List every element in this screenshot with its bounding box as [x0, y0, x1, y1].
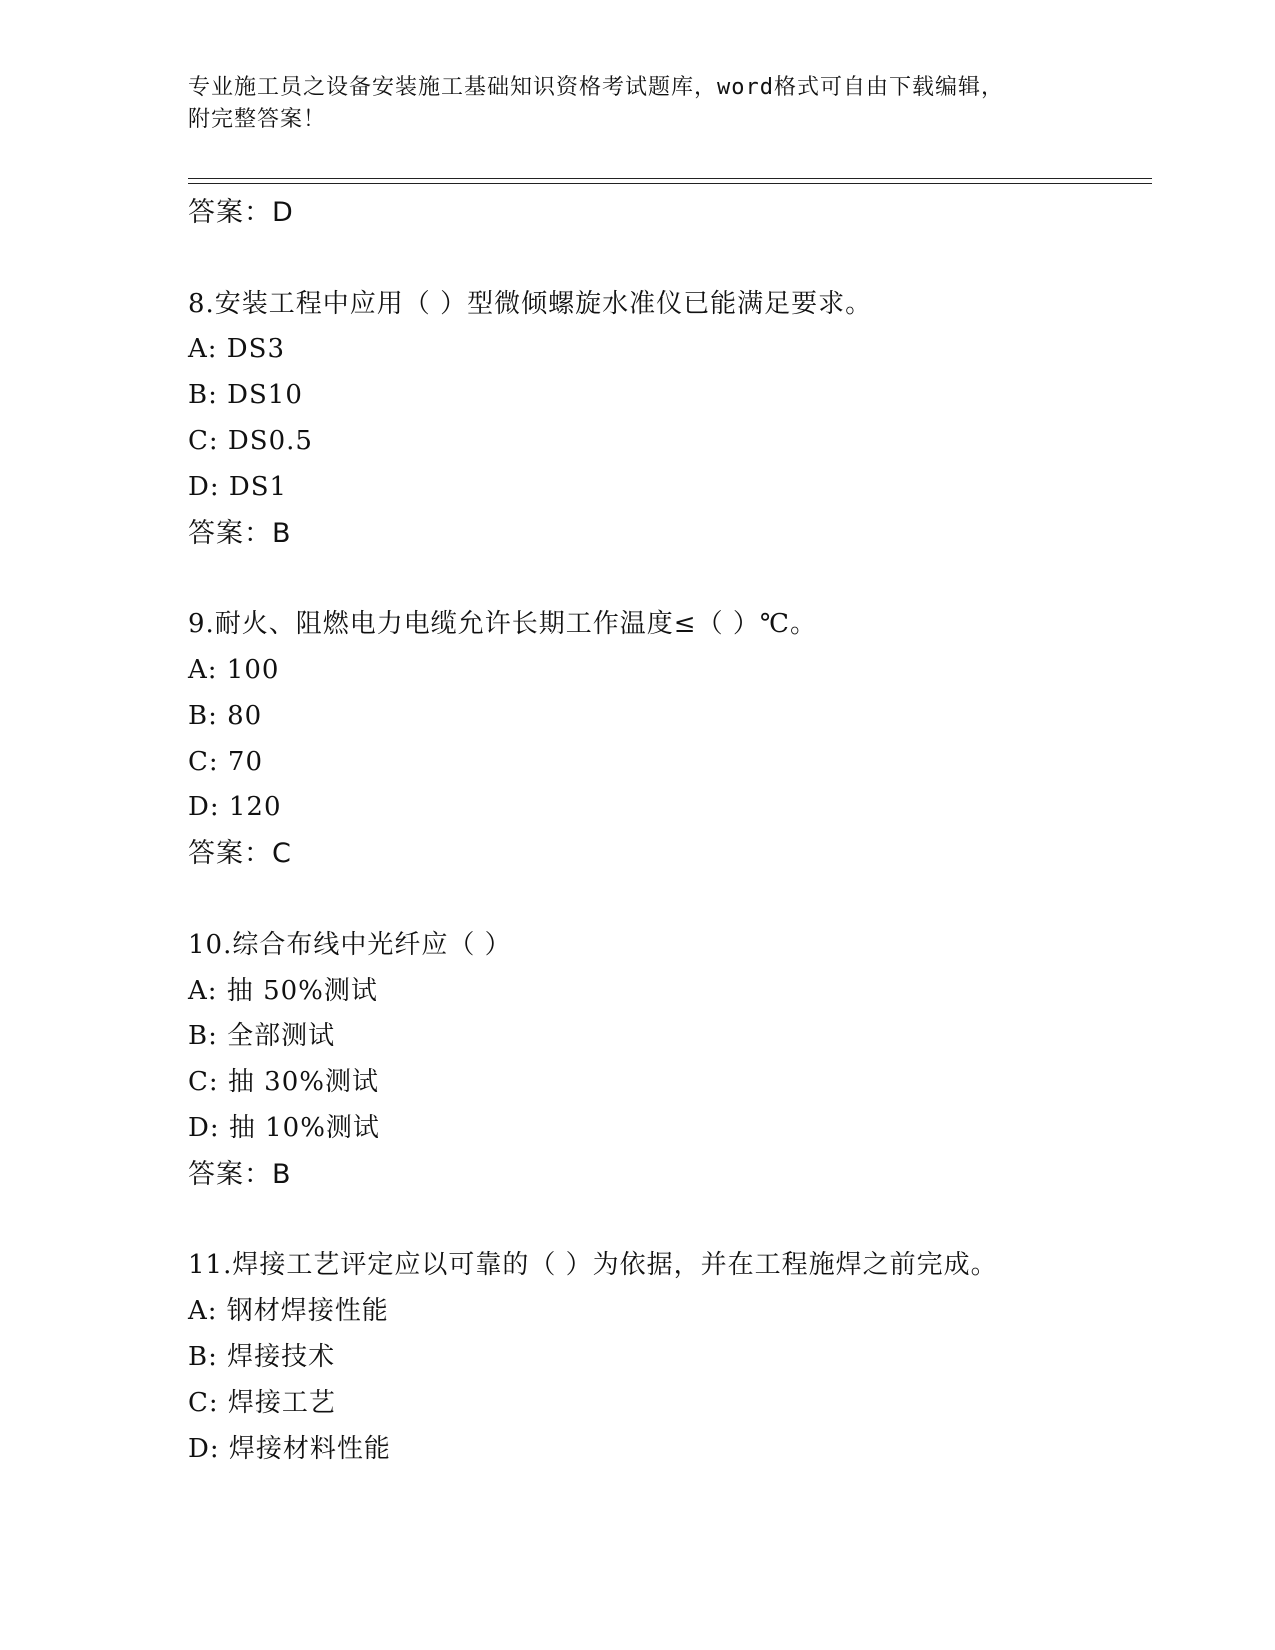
question-8-option-b: B: DS10 [188, 380, 303, 411]
spacer [188, 877, 1152, 923]
document-header [188, 72, 1068, 136]
header-divider-bottom [188, 183, 1152, 184]
question-10-option-a: A: 抽 50%测试 [188, 975, 378, 1006]
question-9-stem: 9.耐火、阻燃电力电缆允许长期工作温度≤（ ）℃。 [188, 609, 817, 640]
question-10-option-c: C: 抽 30%测试 [188, 1067, 379, 1098]
spacer [188, 236, 1152, 282]
question-8-option-c: C: DS0.5 [188, 425, 313, 456]
header-line-1: 专业施工员之设备安装施工基础知识资格考试题库，word格式可自由下载编辑， [188, 75, 1004, 100]
question-8-option-a: A: DS3 [188, 334, 285, 365]
answer-question-8: 答案：B [188, 517, 292, 549]
answer-question-9: 答案：C [188, 838, 292, 870]
question-11-option-d: D: 焊接材料性能 [188, 1433, 391, 1464]
question-10-option-d: D: 抽 10%测试 [188, 1112, 380, 1143]
header-divider-top [188, 178, 1152, 179]
question-9-option-a: A: 100 [188, 654, 280, 685]
question-10-option-b: B: 全部测试 [188, 1021, 336, 1052]
spacer [188, 556, 1152, 602]
question-11-stem: 11.焊接工艺评定应以可靠的（ ）为依据，并在工程施焊之前完成。 [188, 1250, 998, 1281]
answer-question-7: 答案：D [188, 197, 294, 228]
question-9-option-c: C: 70 [188, 746, 264, 777]
question-9-option-d: D: 120 [188, 792, 282, 823]
question-list [188, 190, 1152, 1472]
question-11-option-a: A: 钢材焊接性能 [188, 1296, 389, 1327]
question-8-stem: 8.安装工程中应用（ ）型微倾螺旋水准仪已能满足要求。 [188, 288, 873, 319]
spacer [188, 1198, 1152, 1244]
question-8-option-d: D: DS1 [188, 471, 288, 502]
question-9-option-b: B: 80 [188, 700, 263, 731]
question-11-option-c: C: 焊接工艺 [188, 1387, 336, 1418]
question-10-stem: 10.综合布线中光纤应（ ） [188, 929, 512, 960]
header-line-2: 附完整答案！ [188, 107, 327, 132]
question-11-option-b: B: 焊接技术 [188, 1341, 336, 1372]
answer-question-10: 答案：B [188, 1158, 292, 1190]
